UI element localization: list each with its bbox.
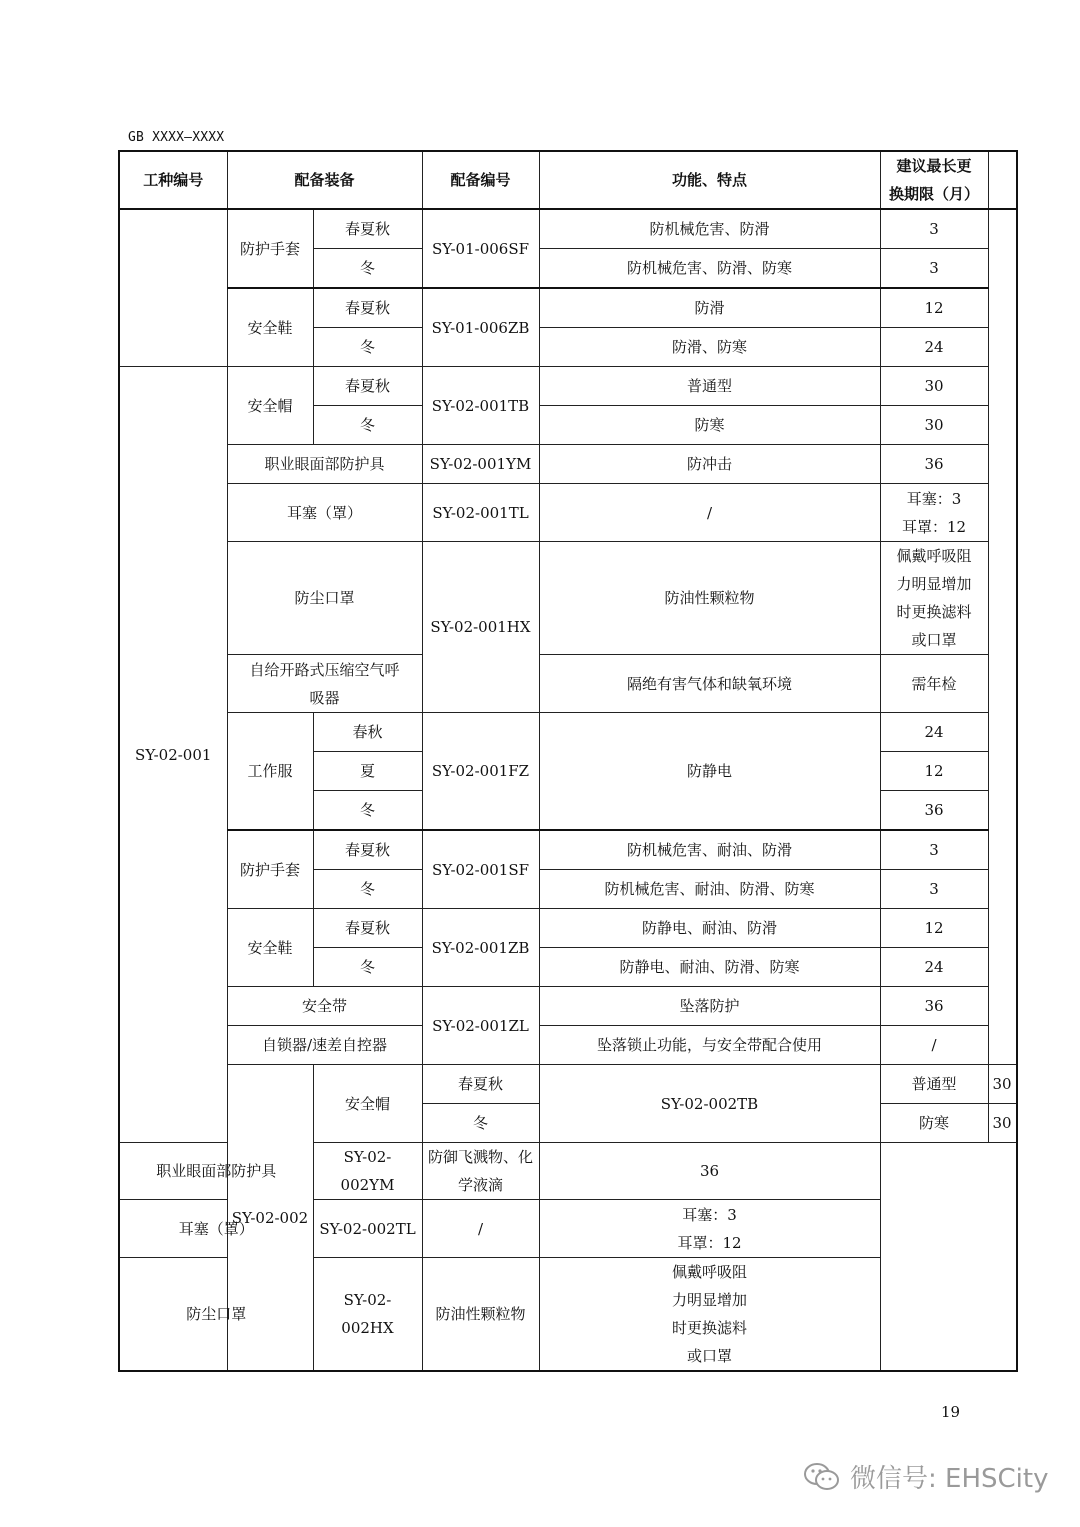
- equip-code-cell: SY-02-002TL: [313, 1200, 422, 1258]
- season-cell: 春夏秋: [313, 288, 422, 328]
- table-row: [119, 830, 1017, 870]
- period-cell: 12: [880, 909, 988, 948]
- equipment-cell: 安全鞋: [227, 288, 313, 367]
- feature-cell: 防机械危害、防滑: [539, 209, 880, 249]
- equipment-cell: 耳塞（罩）: [119, 1200, 313, 1258]
- table-row: [119, 484, 1017, 542]
- feature-cell: 防静电、耐油、防滑、防寒: [539, 948, 880, 987]
- feature-cell: 防机械危害、耐油、防滑、防寒: [539, 870, 880, 909]
- table-row: [119, 909, 1017, 948]
- period-cell: 36: [880, 987, 988, 1026]
- equipment-cell: [227, 655, 422, 713]
- equipment-cell: 耳塞（罩）: [227, 484, 422, 542]
- period-cell: 需年检: [880, 655, 988, 713]
- period-cell: 30: [880, 367, 988, 406]
- equip-code-cell: SY-02-002HX: [313, 1258, 422, 1372]
- period-cell: [539, 1258, 880, 1372]
- period-line: 力明显增加: [896, 575, 972, 593]
- table-row: [119, 1143, 1017, 1200]
- table-row: [119, 445, 1017, 484]
- header-features: 功能、特点: [539, 151, 880, 209]
- equip-code-cell: SY-02-001TB: [422, 367, 539, 445]
- season-cell: 春秋: [313, 713, 422, 752]
- header-equip-code: 配备编号: [422, 151, 539, 209]
- season-cell: 冬: [313, 406, 422, 445]
- table-row: [119, 1065, 1017, 1104]
- standard-code-header: GB XXXX—XXXX: [128, 130, 225, 145]
- header-replacement-period: [880, 151, 988, 209]
- season-cell: 冬: [313, 249, 422, 289]
- period-line: 耳罩：12: [677, 1233, 742, 1252]
- watermark: [802, 1458, 1048, 1495]
- equipment-cell: 安全带: [227, 987, 422, 1026]
- period-cell: [880, 484, 988, 542]
- equip-code-cell: SY-02-001YM: [422, 445, 539, 484]
- season-cell: 夏: [313, 752, 422, 791]
- table-row: [119, 1258, 1017, 1372]
- equipment-cell: 职业眼面部防护具: [119, 1143, 313, 1200]
- period-cell: 3: [880, 870, 988, 909]
- equipment-cell: 防尘口罩: [227, 542, 422, 655]
- table-row: [119, 987, 1017, 1026]
- equipment-cell: 安全帽: [313, 1065, 422, 1143]
- season-cell: 春夏秋: [422, 1065, 539, 1104]
- period-cell: 3: [880, 830, 988, 870]
- ppe-allocation-table: [118, 150, 1018, 1372]
- job-code-cell: [119, 209, 227, 367]
- period-cell: 24: [880, 948, 988, 987]
- equipment-line: 自给开路式压缩空气呼: [249, 660, 400, 679]
- equipment-cell: 自锁器/速差自控器: [227, 1026, 422, 1065]
- table-row: [119, 367, 1017, 406]
- equipment-cell: 职业眼面部防护具: [227, 445, 422, 484]
- season-cell: 春夏秋: [313, 367, 422, 406]
- period-cell: 24: [880, 328, 988, 367]
- period-cell: 30: [988, 1065, 1017, 1104]
- feature-cell: 防冲击: [539, 445, 880, 484]
- season-cell: 冬: [313, 870, 422, 909]
- equip-code-cell: SY-02-001ZL: [422, 987, 539, 1065]
- feature-cell: 防寒: [880, 1104, 988, 1143]
- period-cell: 30: [988, 1104, 1017, 1143]
- period-line: 力明显增加: [671, 1291, 747, 1309]
- feature-cell: 普通型: [880, 1065, 988, 1104]
- season-cell: 冬: [422, 1104, 539, 1143]
- period-line: 耳塞：3: [906, 489, 962, 508]
- period-cell: 36: [880, 445, 988, 484]
- period-line: 时更换滤料: [671, 1319, 747, 1337]
- equipment-cell: 防护手套: [227, 830, 313, 909]
- period-cell: [539, 1200, 880, 1258]
- equipment-line: 吸器: [309, 688, 340, 707]
- period-cell: 3: [880, 209, 988, 249]
- period-cell: 36: [880, 791, 988, 831]
- feature-cell: 防滑、防寒: [539, 328, 880, 367]
- header-job-code: 工种编号: [119, 151, 227, 209]
- period-line: 耳罩：12: [901, 517, 967, 536]
- watermark-text: 微信号: EHSCity: [850, 1464, 1049, 1494]
- feature-cell: /: [539, 484, 880, 542]
- period-cell: [880, 542, 988, 655]
- equip-code-cell: SY-02-002YM: [313, 1143, 422, 1200]
- season-cell: 春夏秋: [313, 209, 422, 249]
- feature-cell: 普通型: [539, 367, 880, 406]
- feature-cell: 隔绝有害气体和缺氧环境: [539, 655, 880, 713]
- equip-code-cell: SY-02-002TB: [539, 1065, 880, 1143]
- period-line: 或口罩: [686, 1347, 732, 1365]
- equip-code-cell: SY-02-001FZ: [422, 713, 539, 831]
- feature-cell: 防机械危害、防滑、防寒: [539, 249, 880, 289]
- period-cell: /: [880, 1026, 988, 1065]
- feature-cell: 防油性颗粒物: [422, 1258, 539, 1372]
- period-cell: 36: [539, 1143, 880, 1200]
- season-cell: 冬: [313, 328, 422, 367]
- period-line: 或口罩: [911, 631, 957, 649]
- season-cell: 春夏秋: [313, 909, 422, 948]
- equipment-cell: 防尘口罩: [119, 1258, 313, 1372]
- feature-cell: 防静电、耐油、防滑: [539, 909, 880, 948]
- period-cell: 3: [880, 249, 988, 289]
- equip-code-cell: SY-02-001TL: [422, 484, 539, 542]
- page-number: 19: [941, 1403, 961, 1421]
- feature-cell: 防油性颗粒物: [539, 542, 880, 655]
- season-cell: 冬: [313, 791, 422, 831]
- header-period-line2: 换期限（月）: [888, 185, 979, 203]
- table-row: [119, 713, 1017, 752]
- job-code-cell: SY-02-002: [227, 1065, 313, 1372]
- equipment-cell: 工作服: [227, 713, 313, 831]
- period-line: 佩戴呼吸阻: [671, 1263, 747, 1281]
- table-row: [119, 655, 1017, 713]
- feature-cell: 防寒: [539, 406, 880, 445]
- equip-code-cell: SY-02-001HX: [422, 542, 539, 713]
- equipment-cell: 安全鞋: [227, 909, 313, 987]
- feature-cell: 防静电: [539, 713, 880, 831]
- period-line: 佩戴呼吸阻: [896, 547, 972, 565]
- feature-cell: 坠落锁止功能，与安全带配合使用: [539, 1026, 880, 1065]
- job-code-cell: SY-02-001: [119, 367, 227, 1143]
- header-period-line1: 建议最长更: [896, 157, 972, 175]
- feature-cell: 防机械危害、耐油、防滑: [539, 830, 880, 870]
- wechat-icon: [802, 1461, 842, 1493]
- equip-code-cell: SY-02-001ZB: [422, 909, 539, 987]
- period-cell: 30: [880, 406, 988, 445]
- table-row: [119, 288, 1017, 328]
- period-line: 耳塞：3: [682, 1205, 737, 1224]
- equip-code-cell: SY-01-006SF: [422, 209, 539, 288]
- period-line: 时更换滤料: [896, 603, 972, 621]
- equipment-cell: 安全帽: [227, 367, 313, 445]
- period-cell: 12: [880, 752, 988, 791]
- period-cell: 24: [880, 713, 988, 752]
- feature-cell: 防滑: [539, 288, 880, 328]
- equipment-cell: 防护手套: [227, 209, 313, 288]
- header-equipment: 配备装备: [227, 151, 422, 209]
- equip-code-cell: SY-01-006ZB: [422, 288, 539, 367]
- season-cell: 冬: [313, 948, 422, 987]
- season-cell: 春夏秋: [313, 830, 422, 870]
- feature-cell: 坠落防护: [539, 987, 880, 1026]
- table-row: [119, 209, 1017, 249]
- table-row: [119, 542, 1017, 655]
- equip-code-cell: SY-02-001SF: [422, 830, 539, 909]
- feature-cell: 防御飞溅物、化学液滴: [422, 1143, 539, 1200]
- feature-cell: /: [422, 1200, 539, 1258]
- period-cell: 12: [880, 288, 988, 328]
- table-row: [119, 1026, 1017, 1065]
